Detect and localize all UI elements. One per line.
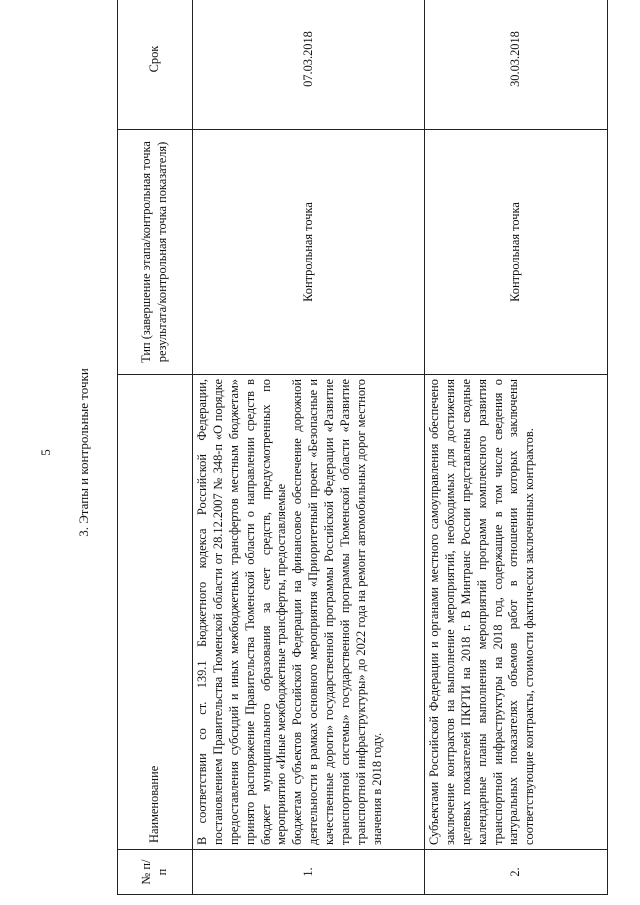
- page-number: 5: [38, 449, 53, 456]
- table-row: [425, 0, 608, 895]
- stages-table: [117, 0, 608, 895]
- header-num: № п/ п: [118, 850, 193, 895]
- row-name-paragraph: Субъектами Российской Федерации и органами местного самоуправления обеспечено заключение контрактов на выполнение мероприятий, необходимых для достижения целевых показателей ПКРТИ на 2018 г. В Минтранс России представлены сводные календарные планы выполнения мероприятий программ комплексного развития транспортной инфраструктуры на 2018 год, содержащие в том числе сведения о натуральных показателях объемов работ в отношении которых заключены соответствующие контракты, стоимости фактически заключенных контрактов.: [427, 379, 537, 845]
- row-number: 2.: [425, 850, 608, 895]
- row-name-paragraph: бюджетам субъектов Российской Федерации на финансовое обеспечение дорожной деятельности в рамках основного мероприятия «Приоритетный проект «Безопасные и качественные дороги» государственной программы Российской Федерации «Развитие транспортной системы» государственной программы Тюменской области «Развитие транспортной инфраструктуры» до 2022 года на ремонт автомобильных дорог местного значения в 2018 году.: [290, 379, 384, 845]
- row-name-paragraph: В соответствии со ст. 139.1 Бюджетного кодекса Российской Федерации, постановлением Правительства Тюменской области от 28.12.2007 № 348-п «О порядке предоставления субсидий и иных межбюджетных трансфертов местным бюджетам» принято распоряжение Правительства Тюменской области о направлении средств в бюджет муниципального образования за счет средств, предусмотренных по мероприятию «Иные межбюджетные трансферты, предоставляемые: [195, 379, 289, 845]
- header-name: Наименование: [118, 375, 193, 850]
- header-type: Тип (завершение этапа/контрольная точка результата/контрольная точка показателя): [118, 130, 193, 375]
- row-name: [425, 375, 608, 850]
- row-name: [193, 375, 425, 850]
- row-date: 07.03.2018: [193, 0, 425, 130]
- row-number: 1.: [193, 850, 425, 895]
- row-type: Контрольная точка: [425, 130, 608, 375]
- row-date: 30.03.2018: [425, 0, 608, 130]
- row-type: Контрольная точка: [193, 130, 425, 375]
- table-row: [193, 0, 425, 895]
- header-date: Срок: [118, 0, 193, 130]
- table-header-row: [118, 0, 193, 895]
- section-title: 3. Этапы и контрольные точки: [76, 368, 91, 537]
